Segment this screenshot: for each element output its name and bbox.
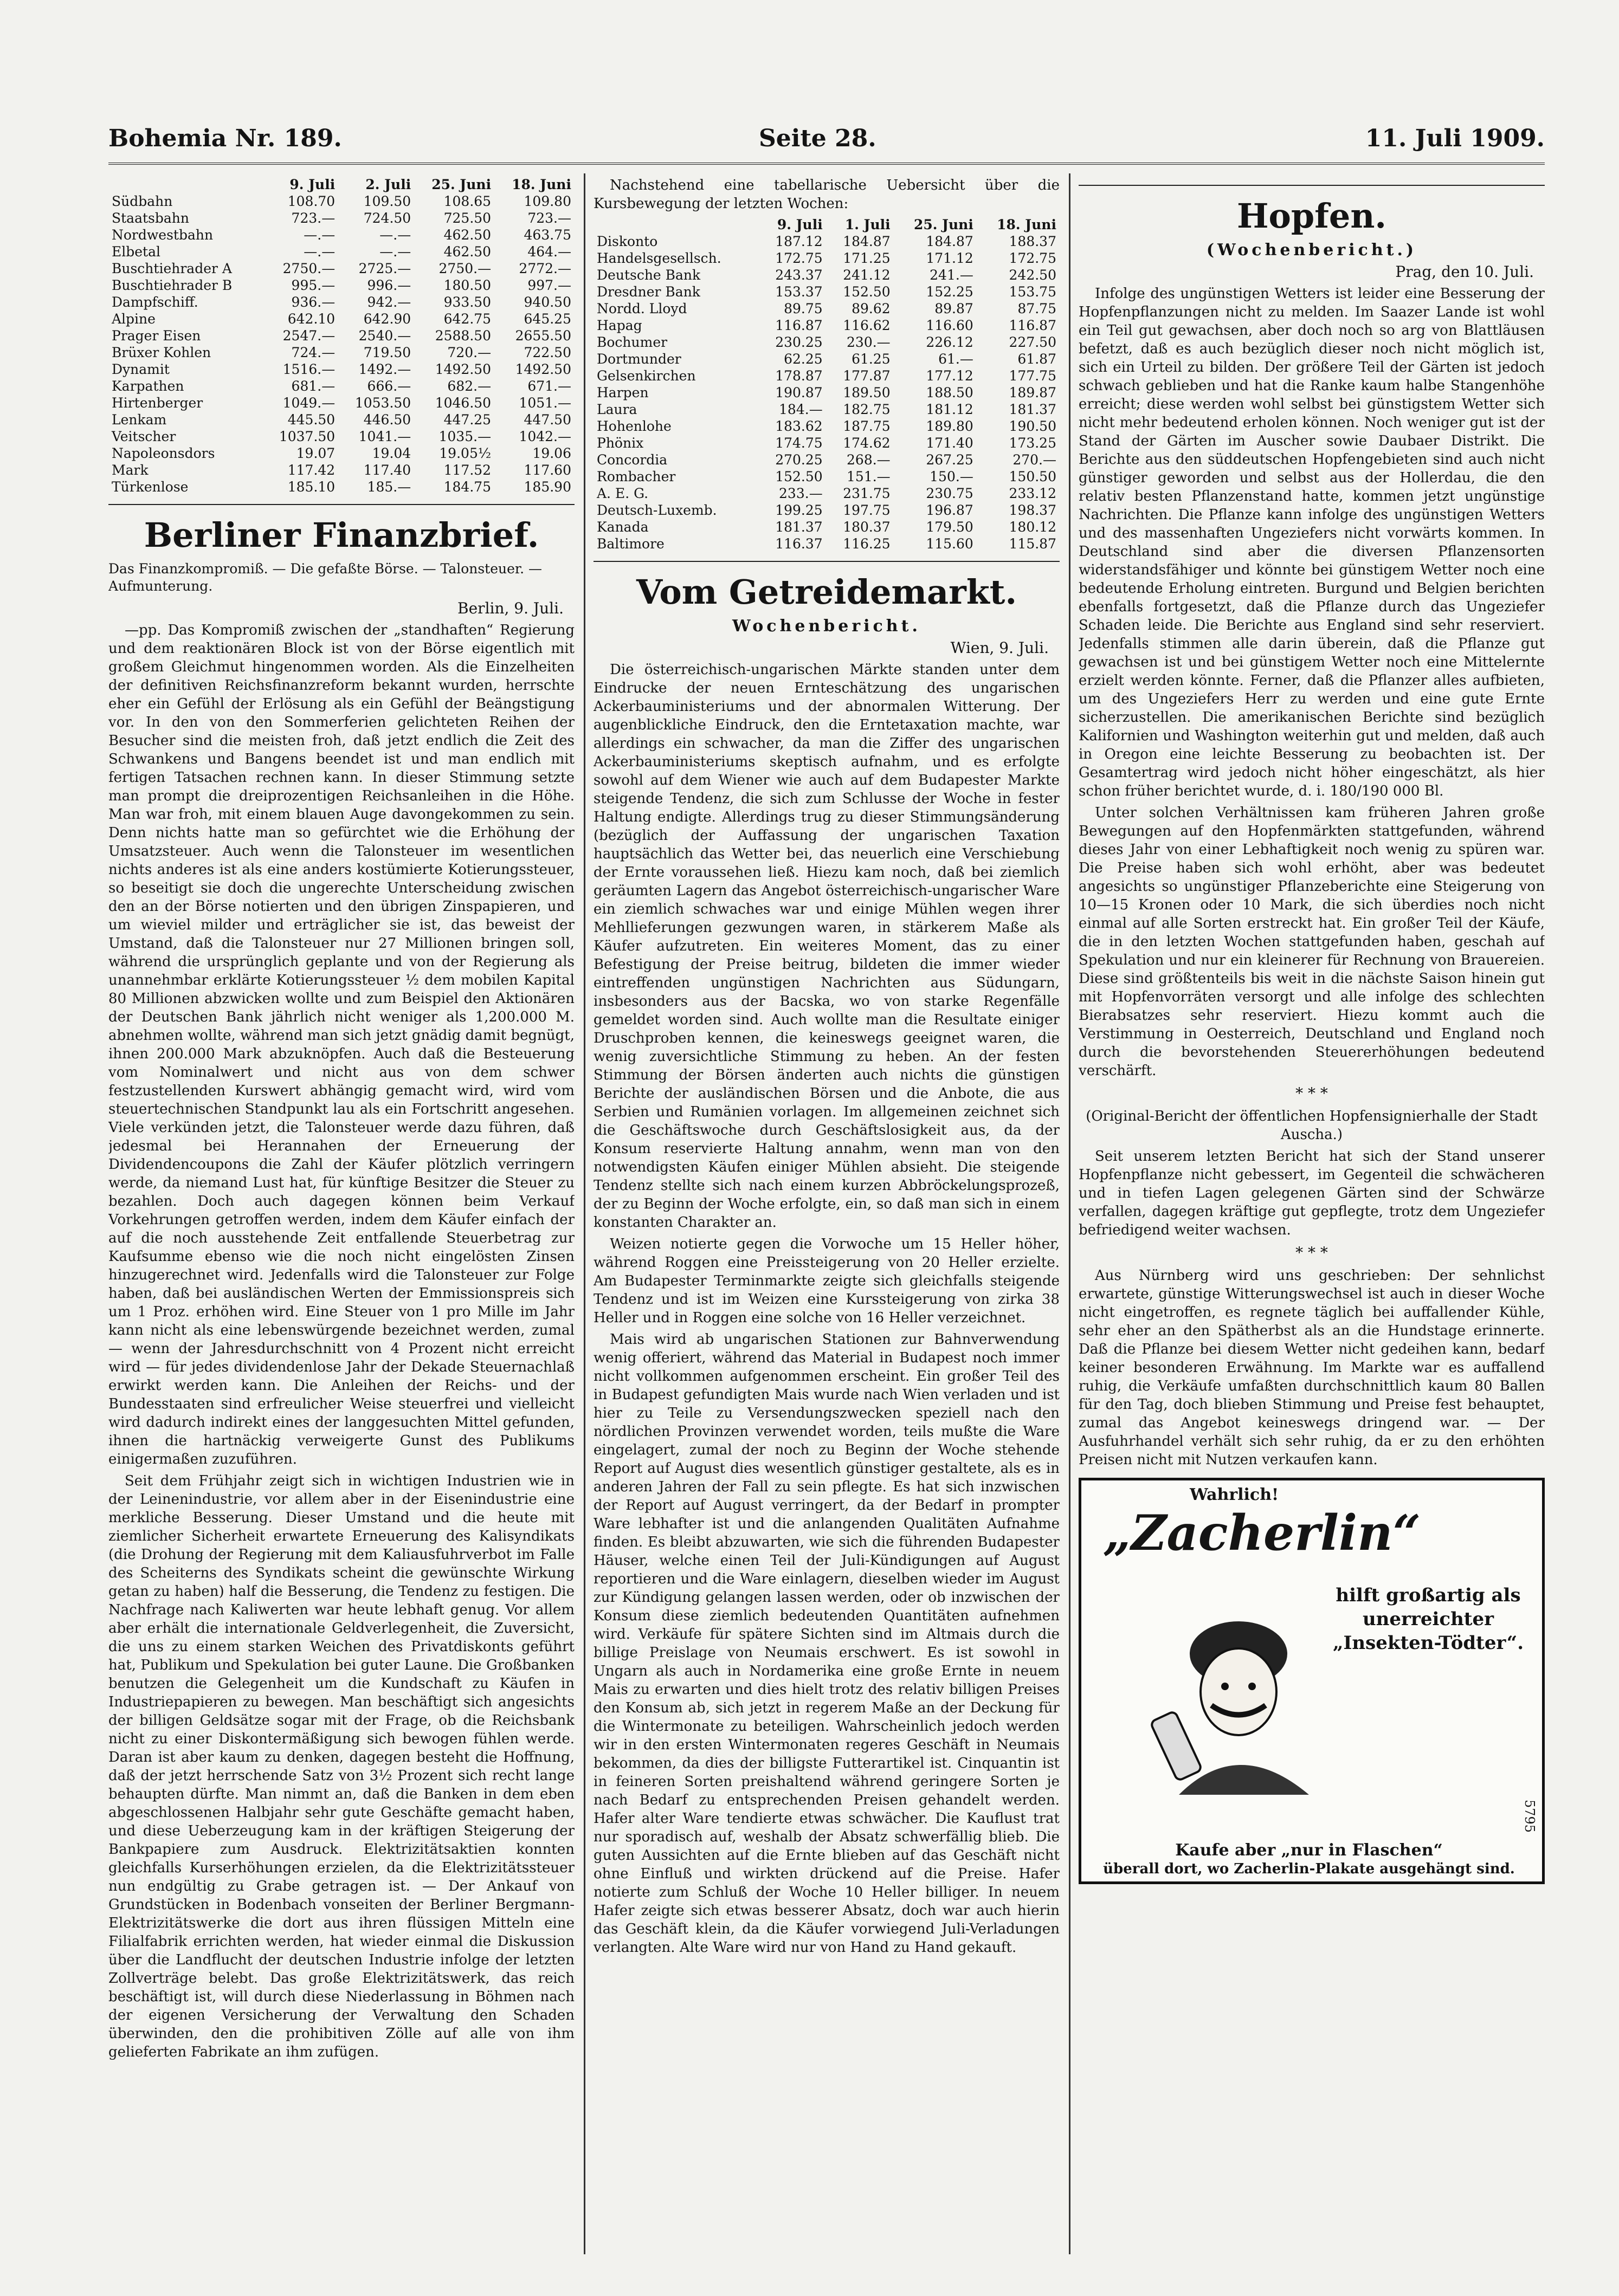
stock-value: 233.— [779,486,823,501]
table-header-cell: 1. Juli [844,217,891,232]
table-row [108,277,575,294]
stock-value: 1035.— [438,429,492,444]
getreide-paragraph: Weizen notierte gegen die Vorwoche um 15 Heller höher, während Roggen eine Preissteigerung von 20 Heller erzielte. Am Budapester Terminmarkte zeigte sich gleichfalls steigende Tendenz und ist im Weizen eine Kurssteigerung von zirka 38 Heller und in Roggen eine solche von 16 Heller verzeichnet. [594,1236,1060,1326]
finanzbrief-paragraph: Seit dem Frühjahr zeigt sich in wichtigen Industrien wie in der Leinenindustrie, vor allem aber in der Eisenindustrie eine merkliche Besserung. Dieser Umstand und die heute mit ziemlicher Sicherheit erwartete Erneuerung des Kalisyndikats (die Drohung der Regierung mit dem Kaliausfuhrverbot im Falle des Scheiterns des Syndikats scheint die gewünschte Wirkung getan zu haben) half die Besserung, die Tendenz zu festigen. Die Nachfrage nach Kaliwerten war heute lebhaft genug. Vor allem aber erhält die internationale Geldverlegenheit, die Zuversicht, die uns zu einem starken Weichen des Privatdiskonts geführt hat, Publikum und Spekulation bei guter Laune. Die Großbanken benutzen die Gelegenheit um die Kundschaft zu Käufen in Industriepapieren zu bewegen. Man beschäftigt sich angesichts der billigen Geldsätze sogar mit der Frage, ob die Reichsbank nicht zu einer Diskontermäßigung sich bewogen fühlen werde. Daran ist aber kaum zu denken, dagegen besteht die Hoffnung, daß der jetzt herrschende Satz von 3½ Prozent sich recht lange behaupten dürfte. Man nimmt an, daß die Banken in dem eben abgeschlossenen Halbjahr sehr gute Geschäfte gemacht haben, und diese Ueberzeugung kam in der kräftigen Steigerung der Bankpapiere zum Ausdruck. Elektrizitätsaktien konnten gleichfalls Kurserhöhungen erzielen, da die Elektrizitätssteuer nun endgültig zu Grabe getragen ist. — Der Ankauf von Grundstücken in Bodenbach vonseiten der Berliner Bergmann-Elektrizitätswerke die dort aus ihren flüssigen Mitteln eine Filialfabrik errichten werden, hat wieder einmal die Diskussion über die Landflucht der deutschen Industrie infolge der letzten Zollverträge belebt. Das große Elektrizitätswerk, das reich beschäftigt ist, will durch diese Niederlassung in Böhmen nach der eigenen Versicherung der Verwaltung den Schaden überwinden, den die prohibitiven Zölle auf alle von ihm gelieferten Fabrikate an ihm zufügen. [108,1473,575,2060]
stock-value: 177.87 [843,368,891,384]
stock-value: 1492.50 [515,361,571,377]
stock-value: 642.10 [287,311,336,327]
stock-value: 188.50 [926,385,973,400]
table-row [108,294,575,311]
stock-value: 181.37 [775,519,823,535]
stock-value: 185.— [367,479,411,495]
stock-value: 2655.50 [515,328,571,344]
hopfen-paragraph: Seit unserem letzten Bericht hat sich der Stand unserer Hopfenpflanze nicht gebessert, im Gegenteil die schwächeren und in tiefen Lagen gelegenen Gärten sind der Schwärze verfallen, dagegen kräftige gut gepflegte, trotz dem Ungeziefer befriedigend weiter wachsen. [1079,1148,1545,1238]
stock-value: 462.50 [443,244,492,260]
stock-value: 108.70 [287,193,336,209]
stock-name: Staatsbahn [112,210,189,226]
stock-value: 464.— [527,244,571,260]
stock-value: 725.50 [443,210,492,226]
stock-value: 722.50 [524,345,571,360]
stock-name: Nordwestbahn [112,227,214,243]
stock-value: 2540.— [358,328,411,344]
stock-value: 1516.— [282,361,336,377]
table-row [594,351,1060,367]
divider [1079,185,1545,186]
stock-value: 184.75 [443,479,492,495]
ad-man-illustration [1146,1589,1320,1795]
hopfen-paragraph: Unter solchen Verhältnissen kam früheren Jahren große Bewegungen auf den Hopfenmärkten stattgefunden, während dieses Jahr von einer Lebhaftigkeit noch wenig zu spüren war. Die Preise haben sich wohl erhöht, aber was bedeutet angesichts so ungünstiger Pflanzeberichte eine Steigerung von 10—15 Kronen oder 10 Mark, die sich überdies noch nicht einmal auf alle Sorten erstreckt hat. Ein großer Teil der Käufe, die in den letzten Wochen stattgefunden haben, geschah auf Spekulation und nur ein kleinerer für Rechnung von Brauereien. Diese sind größtenteils bis weit in die nächste Saison hinein gut mit Hopfenvorräten versorgt und alle infolge des schlechten Bierabsatzes sehr reserviert. Hiezu kommt auch die Verstimmung in Oesterreich, Deutschland und England noch durch die bevorstehenden Steuererhöhungen bedeutend verschärft. [1079,805,1545,1079]
stock-value: 116.62 [843,318,891,333]
table-header-cell: 9. Juli [289,177,336,192]
stock-value: 447.25 [443,412,492,428]
stock-name: Laura [597,402,637,417]
stock-value: 241.— [930,267,973,283]
stock-value: 267.25 [926,452,973,468]
table-row [108,210,575,227]
stock-value: 152.50 [775,469,823,484]
ad-code: 5795 [1522,1799,1537,1833]
column-rule [1069,173,1070,2254]
stock-value: 108.65 [443,193,492,209]
table-row [108,378,575,394]
stock-value: 1046.50 [435,395,492,411]
stock-value: 198.37 [1009,502,1056,518]
table-row [594,401,1060,418]
stock-value: 172.75 [775,250,823,266]
stock-value: 177.75 [1009,368,1056,384]
stock-name: Dynamit [112,361,170,377]
stock-value: 115.87 [1009,536,1056,552]
stock-value: 446.50 [363,412,411,428]
header-left: Bohemia Nr. 189. [108,125,342,152]
stock-value: 61.87 [1017,351,1056,367]
stock-value: —.— [304,244,336,260]
stock-value: 723.— [527,210,571,226]
stock-value: 116.87 [775,318,823,333]
stock-value: 116.37 [775,536,823,552]
stock-value: 173.25 [1009,435,1056,451]
stock-name: Buschtiehrader B [112,277,233,293]
stock-value: 61.— [938,351,973,367]
stock-name: Prager Eisen [112,328,201,344]
table-row [108,462,575,478]
stock-value: 171.40 [926,435,973,451]
stock-value: 190.87 [775,385,823,400]
stock-value: 199.25 [775,502,823,518]
table-header-cell [108,176,262,193]
stock-name: Deutsche Bank [597,267,701,283]
stock-name: Lenkam [112,412,167,428]
stock-value: 233.12 [1009,486,1056,501]
table-row [108,344,575,361]
hopfen-title: Hopfen. [1236,196,1387,236]
page-header [108,119,1545,165]
stock-value: 719.50 [363,345,411,360]
stock-value: 109.50 [363,193,411,209]
stock-value: 150.— [930,469,973,484]
column-1 [108,176,575,2246]
table-header-cell: 2. Juli [365,177,411,192]
stock-value: 61.25 [852,351,891,367]
table-row [594,334,1060,351]
stock-name: Dresdner Bank [597,284,700,300]
stock-name: Türkenlose [112,479,189,495]
stock-value: 184.— [779,402,823,417]
stock-value: 117.40 [363,462,411,478]
table-header-cell: 9. Juli [777,217,823,232]
stock-value: 89.87 [934,301,973,316]
header-center: Seite 28. [759,125,876,152]
stock-value: 117.52 [443,462,492,478]
stock-value: 462.50 [443,227,492,243]
stock-value: 231.75 [843,486,891,501]
stock-value: 117.42 [287,462,336,478]
table-header-cell [594,216,758,233]
hopfen-paragraph: Aus Nürnberg wird uns geschrieben: Der sehnlichst erwartete, günstige Witterungswechsel ist auch in dieser Woche nicht eingetroffen, es regnete täglich bei auffallender Kühle, sehr eher an den Spätherbst als an die Hundstage erinnerte. Daß die Pflanze bei diesem Wetter nicht gedeihen kann, bedarf keiner besonderen Erwähnung. Im Markte war es auffallend ruhig, die Verkäufe umfaßten durchschnittlich kaum 80 Ballen für den Tag, doch blieben Stimmung und Preise fest behauptet, zumal das Angebot keineswegs dringend war. — Der Ausfuhrhandel verhält sich sehr ruhig, da er zu den erhöhten Preisen nicht mit Nutzen verkaufen kann. [1079,1267,1545,1468]
stock-value: 936.— [291,294,336,310]
stock-value: 178.87 [775,368,823,384]
table-row [594,300,1060,317]
stock-name: Karpathen [112,378,184,394]
stock-value: 2725.— [358,261,411,276]
stock-value: 230.75 [926,486,973,501]
stock-value: 19.06 [532,445,571,461]
table-row [594,384,1060,401]
table-header-cell: 18. Juni [512,177,571,192]
stock-value: 270.— [1012,452,1056,468]
getreide-subtitle: Wochenbericht. [732,617,921,636]
stock-value: 152.25 [926,284,973,300]
stock-name: Bochumer [597,334,668,350]
ad-brand: „Zacherlin“ [1103,1504,1421,1562]
stock-name: Diskonto [597,234,658,249]
stock-name: Dortmunder [597,351,681,367]
stock-value: 2772.— [519,261,571,276]
stock-value: 645.25 [524,311,571,327]
table-row [594,502,1060,519]
stock-value: 445.50 [287,412,336,428]
stock-value: 723.— [291,210,336,226]
stock-value: 153.75 [1009,284,1056,300]
table-row [594,267,1060,283]
stock-value: 242.50 [1009,267,1056,283]
stock-value: 666.— [367,378,411,394]
stock-value: 19.04 [372,445,411,461]
stock-name: Südbahn [112,193,173,209]
stock-value: 1041.— [358,429,411,444]
stock-name: Hapag [597,318,642,333]
stock-value: 463.75 [524,227,571,243]
stock-value: 190.50 [1009,418,1056,434]
table-header-cell: 25. Juni [913,217,973,232]
stock-value: 2588.50 [435,328,492,344]
stock-name: Napoleonsdors [112,445,215,461]
table-row [594,485,1060,502]
stock-value: —.— [379,227,411,243]
stock-value: 171.25 [843,250,891,266]
stock-value: 189.87 [1009,385,1056,400]
stock-name: Dampfschiff. [112,294,198,310]
stock-name: Phönix [597,435,644,451]
stock-value: 89.62 [852,301,891,316]
stock-value: 183.62 [775,418,823,434]
table-row [108,445,575,462]
table-row [594,418,1060,435]
stock-value: 150.50 [1009,469,1056,484]
stock-name: Harpen [597,385,649,400]
stock-value: 180.37 [843,519,891,535]
stock-value: 642.90 [363,311,411,327]
newspaper-page [108,103,1545,2265]
stock-value: 180.50 [443,277,492,293]
stock-value: 671.— [527,378,571,394]
stock-value: 189.80 [926,418,973,434]
stock-value: 187.75 [843,418,891,434]
stock-value: 62.25 [784,351,823,367]
stock-value: 1037.50 [279,429,336,444]
stock-value: 196.87 [926,502,973,518]
stock-value: 241.12 [843,267,891,283]
stock-value: 182.75 [843,402,891,417]
stock-value: 1049.— [282,395,336,411]
stock-value: 1492.— [358,361,411,377]
stock-name: Handelsgesellsch. [597,250,721,266]
table-row [108,478,575,495]
hopfen-subtitle: (Wochenbericht.) [1206,241,1417,260]
stock-value: 724.— [291,345,336,360]
stock-value: —.— [304,227,336,243]
stock-value: 996.— [367,277,411,293]
table-row [108,260,575,277]
stock-value: 197.75 [843,502,891,518]
stock-value: 940.50 [524,294,571,310]
table-row [594,519,1060,535]
stock-value: 181.12 [926,402,973,417]
stock-value: 185.90 [524,479,571,495]
getreide-paragraph: Mais wird ab ungarischen Stationen zur Bahnverwendung wenig offeriert, während das Material in Budapest noch immer nicht vollkommen aufgenommen erscheint. Ein großer Teil des in Budapest gefundigten Mais wurde nach Wien verladen und ist hier zu Teile zu Versendungszwecken speziell nach den nördlichen Provinzen verwendet worden, teils mußte die Ware eingelagert, zumal der noch zu Beginn der Woche stehende Report auf August dies wesentlich günstiger gestaltete, als es in anderen Jahren der Fall zu sein pflegte. Es hat sich inzwischen der Report auf August verringert, da der Bedarf in prompter Ware lebhafter ist und die anlangenden Qualitäten Aufnahme finden. Es bleibt abzuwarten, wie sich die führenden Budapester Häuser, welche einen Teil der Juli-Kündigungen auf August reportieren und die Ware einlagern, dieselben wieder im August zur Kündigung gelangen lassen werden, oder ob inzwischen der Konsum diese ziemlich bedeutenden Quantitäten aufnehmen wird. Verkäufe für spätere Sichten sind im Altmais durch die billige Preislage von Neumais erschwert. Es ist sowohl in Ungarn als auch in Nordamerika eine große Ernte in neuem Mais zu erwarten und dies hielt trotz des relativ billigen Preises den Konsum ab, sich jetzt in regerem Maße an der Deckung für die Wintermonate zu beteiligen. Wahrscheinlich jedoch werden wir in den ersten Wintermonaten regeres Geschäft in Neumais bekommen, da dies der billigste Futterartikel ist. Cinquantin ist in feineren Sorten preishaltend während geringere Sorten je nach Bedarf zu entsprechenden Preisen gehandelt werden. Hafer alter Ware tendierte etwas schwächer. Die Kauflust trat nur sporadisch auf, weshalb der Absatz schwerfällig blieb. Die guten Aussichten auf die Ernte blieben auf das Geschäft nicht ohne Einfluß und wirkten drückend auf die Preise. Hafer notierte zum Schluß der Woche 10 Heller billiger. In neuem Hafer zeigte sich etwas besserer Absatz, doch war auch hierin das Geschäft klein, da die Käufer vorwiegend Juli-Verladungen verlangten. Alte Ware wird nur von Hand zu Hand gekauft. [594,1331,1060,1956]
stock-value: 942.— [367,294,411,310]
stock-value: 230.— [847,334,891,350]
header-right: 11. Juli 1909. [1365,125,1545,152]
table-row [594,451,1060,468]
column-2 [594,176,1060,2246]
stock-value: 117.60 [524,462,571,478]
stock-value: 933.50 [443,294,492,310]
table-row [594,233,1060,250]
zacherlin-advertisement [1079,1478,1545,1884]
table-row [594,435,1060,451]
stock-value: 1492.50 [435,361,492,377]
stock-value: 2750.— [438,261,492,276]
stock-value: 268.— [847,452,891,468]
stock-value: 1051.— [519,395,571,411]
stock-name: Kanada [597,519,649,535]
table-row [594,535,1060,552]
table-row [594,283,1060,300]
stock-value: 116.25 [843,536,891,552]
table-header-cell: 25. Juni [431,177,492,192]
table-row [594,367,1060,384]
table-row [108,193,575,210]
stock-value: 226.12 [926,334,973,350]
stock-value: 447.50 [524,412,571,428]
stock-value: 109.80 [524,193,571,209]
stock-name: Hohenlohe [597,418,672,434]
stock-value: 87.75 [1017,301,1056,316]
stock-value: 187.12 [775,234,823,249]
stock-value: 174.62 [843,435,891,451]
getreide-paragraph: Die österreichisch-ungarischen Märkte standen unter dem Eindrucke der neuen Ernteschätzung des ungarischen Ackerbauministeriums und der abnormalen Witterung. Der augenblickliche Eindruck, den die Erntetaxation machte, war allerdings ein schwacher, da man die Ziffer des ungarischen Ackerbauministeriums skeptisch aufnahm, und es erfolgte sowohl auf dem Wiener wie auch auf dem Budapester Markte steigende Tendenz, die sich zum Schlusse der Woche in fester Haltung endigte. Allerdings trug zu dieser Stimmungsänderung (bezüglich der Auffassung der ungarischen Taxation hauptsächlich das Wetter bei, das neuerlich eine Verschiebung der Ernte voraussehen ließ. Hiezu kam noch, daß bei ziemlich geräumten Lagern das Angebot österreichisch-ungarischer Ware ein ziemlich schwaches war und einige Mühlen wegen ihrer Mehllieferungen gezwungen waren, in stärkerem Maße als Käufer aufzutreten. Ein weiteres Moment, das zu einer Befestigung der Preise beitrug, bildeten die immer wieder eintreffenden ungünstigen Nachrichten aus Südungarn, insbesonders aus der Bacska, wo von starke Regenfälle gemeldet worden sind. Auch wollte man die Resultate einiger Druschproben kennen, die keineswegs geeignet waren, die wenig zuversichtliche Stimmung zu heben. An der festen Stimmung der Börsen änderten auch nichts die günstigen Berichte der ausländischen Börsen und die Anbote, die aus Serbien und Rumänien vorlagen. Im allgemeinen zeichnet sich die Geschäftswoche durch Geschäftslosigkeit aus, da der Konsum reservierte Haltung annahm, wenn man von den notwendigsten Käufen einiger Mühlen absieht. Die steigende Tendenz stellte sich nach einem kurzen Abbröckelungsprozeß, der zu Beginn der Woche erfolgte, ein, so daß man sich in einem konstanten Charakter an. [594,662,1060,1231]
table-row [594,468,1060,485]
table-header-cell: 18. Juni [997,217,1056,232]
stock-value: 19.05½ [439,445,492,461]
stock-value: 720.— [447,345,492,360]
stock-value: 682.— [447,378,492,394]
stock-value: 2750.— [282,261,336,276]
table-row [108,428,575,445]
stock-value: 997.— [527,277,571,293]
stock-name: Elbetal [112,244,160,260]
stock-value: 116.60 [926,318,973,333]
stock-value: 188.37 [1009,234,1056,249]
stock-value: 153.37 [775,284,823,300]
stock-value: 172.75 [1009,250,1056,266]
stock-value: 115.60 [926,536,973,552]
stock-value: 184.87 [926,234,973,249]
finanzbrief-summary: Das Finanzkompromiß. — Die gefaßte Börse. — Talonsteuer. — Aufmunterung. [108,561,543,594]
stock-table-vienna [108,176,575,495]
section-stars: * * * [1295,1084,1328,1102]
stock-value: 180.12 [1009,519,1056,535]
stock-value: 174.75 [775,435,823,451]
stock-value: 177.12 [926,368,973,384]
hopfen-paragraph: Infolge des ungünstigen Wetters ist leider eine Besserung der Hopfenpflanzungen nicht zu melden. Im Saazer Lande ist wohl ein Teil gut gewachsen, aber doch noch so arg von Blattläusen befetzt, daß es auch bezüglich dieser noch nicht möglich ist, sich ein Urteil zu bilden. Der größere Teil der Gärten ist jedoch schwach geblieben und hat die Ranke kaum halbe Stangenhöhe erreicht; diese werden wohl selbst bei günstigstem Wetter sich nicht mehr bedeutend erholen können. Noch weniger gut ist der Stand der Gärten im Auscher sowie Daubaer Distrikt. Die Berichte aus den süddeutschen Hopfengebieten sind auch nicht günstiger geworden und selbst aus der Hollerdau, die den relativ besten Pflanzenstand hatte, kommen jetzt ungünstige Nachrichten. Die Pflanze kann infolge des ungünstigen Wetters und des massenhaften Ungeziefers nicht vorwärts kommen. In Deutschland sind aber die diversen Pflanzensorten widerstandsfähiger und könnte bei günstigem Wetter noch eine bedeutende Erholung eintreten. Burgund und Belgien berichten ebenfalls fortgesetzt, daß die Pflanze durch das Ungeziefer Schaden leide. Die Berichte aus England sind sehr reserviert. Jedenfalls stimmen alle darin überein, daß die Pflanze gut gewachsen ist und bei günstigem Wetter noch eine Mittelernte erzielt werden könnte. Ferner, daß die Pflanzer alles aufbieten, um des Ungeziefers Herr zu werden und eine gute Ernte sicherzustellen. Die amerikanischen Berichte sind bezüglich Kalifornien und Washington weiterhin gut und melden, daß auch in Oregon eine leichte Besserung zu beobachten ist. Der Gesamtertrag wird jedoch nicht höher eingeschätzt, als hier schon früher berichtet wurde, d. i. 180/190 000 Bl. [1079,286,1545,799]
stock-value: 2547.— [282,328,336,344]
stock-value: 681.— [291,378,336,394]
stock-value: 227.50 [1009,334,1056,350]
stock-name: Nordd. Lloyd [597,301,687,316]
ad-bottom-line: Kaufe aber „nur in Flaschen“ [1175,1841,1443,1860]
column-rule [584,173,585,2254]
divider [594,561,1060,562]
stock-name: Deutsch-Luxemb. [597,502,717,518]
section-stars: * * * [1295,1244,1328,1262]
finanzbrief-paragraph: —pp. Das Kompromiß zwischen der „standhaften“ Regierung und dem reaktionären Block ist von der Börse eigentlich mit großem Gleichmut hingenommen worden. Als die Einzelheiten der definitiven Reichsfinanzreform bekannt wurden, herrschte eher ein Gefühl der Erlösung als ein Gefühl der Beängstigung vor. In den von den Sommerferien gelichteten Reihen der Besucher sind die meisten froh, daß jetzt endlich die Zeit des Schwankens und Bangens beendet ist und man endlich mit fertigen Tatsachen rechnen kann. In dieser Stimmung setzte man prompt die dreiprozentigen Reichsanleihen in die Höhe. Man war froh, mit einem blauen Auge davongekommen zu sein. Denn nichts hatte man so gefürchtet wie die Erhöhung der Umsatzsteuer. Auch wenn die Talonsteuer im wesentlichen nichts anderes ist als eine anders kostümierte Kotierungssteuer, so beseitigt sie doch die ungerechte Unterscheidung zwischen den an der Börse notierten und den übrigen Zinspapieren, und um wieviel milder und erträglicher sie ist, das beweist der Umstand, daß die Talonsteuer nur 27 Millionen bringen soll, während die ursprünglich geplante und von der Regierung als unannehmbar erklärte Kotierungssteuer ½ dem mobilen Kapital 80 Millionen abzwicken wollte und zum Beispiel den Aktionären der Deutschen Bank jährlich nicht weniger als 1,200.000 M. abnehmen wollte, während man sich jetzt gnädig damit begnügt, ihnen 200.000 Mark abzuknöpfen. Auch daß die Besteuerung vom Nominalwert und nicht aus von dem schwer festzustellenden Kurswert abhängig gemacht wird, wird vom steuertechnischen Standpunkt lau als ein Fortschritt angesehen. Viele verkünden jetzt, die Talonsteuer werde dazu führen, daß jedesmal bei Herannahen der Erneuerung der Dividendencoupons die Zahl der Käufer plötzlich verringern werde, da niemand Lust hat, für künftige Besitzer die Steuer zu bezahlen. Doch auch dagegen können beim Verkauf Vorkehrungen getroffen werden, indem dem Käufer einfach der auf die noch ausstehende Zeit entfallende Steuerbetrag zur Kaufsumme ebenso wie die noch nicht eingelösten Zinsen hinzugerechnet wird. Jedenfalls wird die Talonsteuer zur Folge haben, daß bei ausländischen Werten der Emmissionspreis sich um 1 Proz. erhöhen wird. Eine Steuer von 1 pro Mille im Jahr kann nicht als eine lebenswürgende bezeichnet werden, zumal — wenn der Jahresdurchschnitt von 4 Prozent nicht erreicht wird — für jedes dividendenlose Jahr der Dekade Steuernachlaß erwirkt werden kann. Die Anleihen der Reichs- und der Bundesstaaten sind erfreulicher Weise steuerfrei und vielleicht wird dadurch indirekt eines der langgesuchten Mittel gefunden, ihnen die hartnäckig verweigerte Gunst des Publikums einigermaßen zuzuführen. [108,622,575,1467]
stock-value: 89.75 [784,301,823,316]
stock-value: 1042.— [519,429,571,444]
stock-value: 995.— [291,277,336,293]
table-row [108,227,575,243]
stock-value: 151.— [847,469,891,484]
stock-value: 116.87 [1009,318,1056,333]
stock-name: Veitscher [112,429,176,444]
stock-name: Rombacher [597,469,676,484]
stock-value: 185.10 [287,479,336,495]
ad-claim: hilft großartig als unerreichter „Insekten-Tödter“. [1332,1584,1524,1654]
stock-name: Gelsenkirchen [597,368,696,384]
stock-name: A. E. G. [597,486,649,501]
stock-value: 181.37 [1009,402,1056,417]
ad-bottom-line-2: überall dort, wo Zacherlin-Plakate ausgehängt sind. [1103,1861,1515,1877]
stock-value: 179.50 [926,519,973,535]
stock-value: 19.07 [296,445,336,461]
stock-table-berlin [594,216,1060,552]
stock-value: 270.25 [775,452,823,468]
stock-value: 724.50 [363,210,411,226]
stock-name: Buschtiehrader A [112,261,232,276]
stock-value: 243.37 [775,267,823,283]
getreide-title: Vom Getreidemarkt. [636,572,1017,612]
stock-value: 189.50 [843,385,891,400]
table-row [108,243,575,260]
table-row [594,317,1060,334]
finanzbrief-title: Berliner Finanzbrief. [144,515,539,555]
stock-value: 171.12 [926,250,973,266]
stock-value: 230.25 [775,334,823,350]
table-row [108,361,575,378]
divider [108,504,575,505]
stock-value: 152.50 [843,284,891,300]
stock-name: Hirtenberger [112,395,203,411]
ad-top-text: Wahrlich! [1190,1485,1279,1504]
stock-value: 1053.50 [354,395,411,411]
stock-name: Brüxer Kohlen [112,345,211,360]
stock-value: 184.87 [843,234,891,249]
getreide-dateline: Wien, 9. Juli. [950,639,1049,657]
finanzbrief-dateline: Berlin, 9. Juli. [457,599,564,617]
table-row [108,411,575,428]
stock-value: —.— [379,244,411,260]
stock-name: Alpine [112,311,156,327]
stock-name: Concordia [597,452,668,468]
stock-value: 642.75 [443,311,492,327]
finanzbrief-table-intro: Nachstehend eine tabellarische Uebersicht über die Kursbewegung der letzten Wochen: [594,177,1060,212]
hopfen-origin: (Original-Bericht der öffentlichen Hopfensignierhalle der Stadt Auscha.) [1086,1108,1538,1143]
stock-name: Baltimore [597,536,665,552]
table-row [108,327,575,344]
hopfen-dateline: Prag, den 10. Juli. [1395,263,1534,281]
table-row [108,311,575,327]
table-row [108,394,575,411]
table-row [594,250,1060,267]
column-3 [1079,176,1545,2246]
stock-name: Mark [112,462,149,478]
